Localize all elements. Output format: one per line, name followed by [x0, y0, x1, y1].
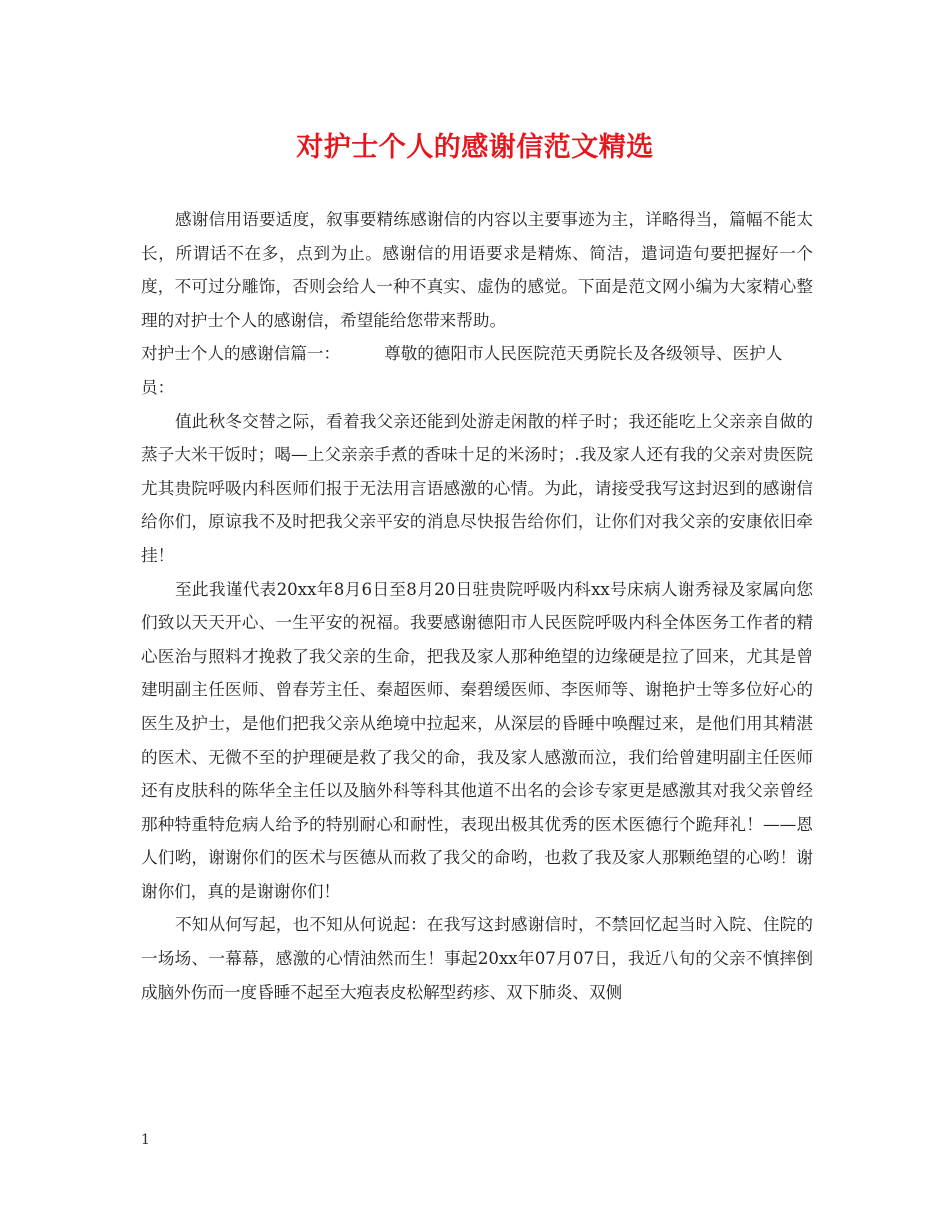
- body-paragraph-3: 不知从何写起，也不知从何说起：在我写这封感谢信时，不禁回忆起当时入院、住院的一场场、一幕幕，感激的心情油然而生！事起20xx年07月07日，我近八旬的父亲不慎摔倒成脑外伤而一度昏睡不起至大疱表皮松解型药疹、双下肺炎、双侧: [141, 915, 813, 1002]
- section-heading: [141, 337, 813, 404]
- body-paragraph-2: 至此我谨代表20xx年8月6日至8月20日驻贵院呼吸内科xx号床病人谢秀禄及家属向您们致以天天开心、一生平安的祝福。我要感谢德阳市人民医院呼吸内科全体医务工作者的精心医治与照料才挽救了我父亲的生命，把我及家人那种绝望的边缘硬是拉了回来，尤其是曾建明副主任医师、曾春芳主任、秦超医师、秦碧缓医师、李医师等、谢艳护士等多位好心的医生及护士，是他们把我父亲从绝境中拉起来，从深层的昏睡中唤醒过来，是他们用其精湛的医术、无微不至的护理硬是救了我父的命，我及家人感激而泣，我们给曾建明副主任医师还有皮肤科的陈华全主任以及脑外科等科其他道不出名的会诊专家更是感激其对我父亲曾经那种特重特危病人给予的特别耐心和耐性，表现出极其优秀的医术医德行个跪拜礼！——恩人们哟，谢谢你们的医术与医德从而救了我父的命哟，也救了我及家人那颗绝望的心哟！谢谢你们，真的是谢谢你们！: [141, 579, 813, 901]
- section-label: 对护士个人的感谢信篇一：: [141, 344, 341, 364]
- document-body: [141, 203, 813, 1009]
- intro-paragraph: 感谢信用语要适度，叙事要精练感谢信的内容以主要事迹为主，详略得当，篇幅不能太长，所谓话不在多，点到为止。感谢信的用语要求是精炼、简洁，遣词造句要把握好一个度，不可过分雕饰，否则会给人一种不真实、虚伪的感觉。下面是范文网小编为大家精心整理的对护士个人的感谢信，希望能给您带来帮助。: [141, 210, 813, 330]
- document-title: 对护士个人的感谢信范文精选: [296, 132, 654, 163]
- body-paragraph-1: 值此秋冬交替之际，看着我父亲还能到处游走闲散的样子时；我还能吃上父亲亲自做的蒸子大米干饭时；喝—上父亲亲手煮的香味十足的米汤时；.我及家人还有我的父亲对贵医院尤其贵院呼吸内科医师们报于无法用言语感激的心情。为此，请接受我写这封迟到的感谢信给你们，原谅我不及时把我父亲平安的消息尽快报告给你们，让你们对我父亲的安康依旧牵挂！: [141, 411, 813, 565]
- salutation: 尊敬的德阳市人民医院范天勇院长及各级领导、医护人员：: [141, 344, 783, 397]
- page-number: 1: [141, 1132, 150, 1148]
